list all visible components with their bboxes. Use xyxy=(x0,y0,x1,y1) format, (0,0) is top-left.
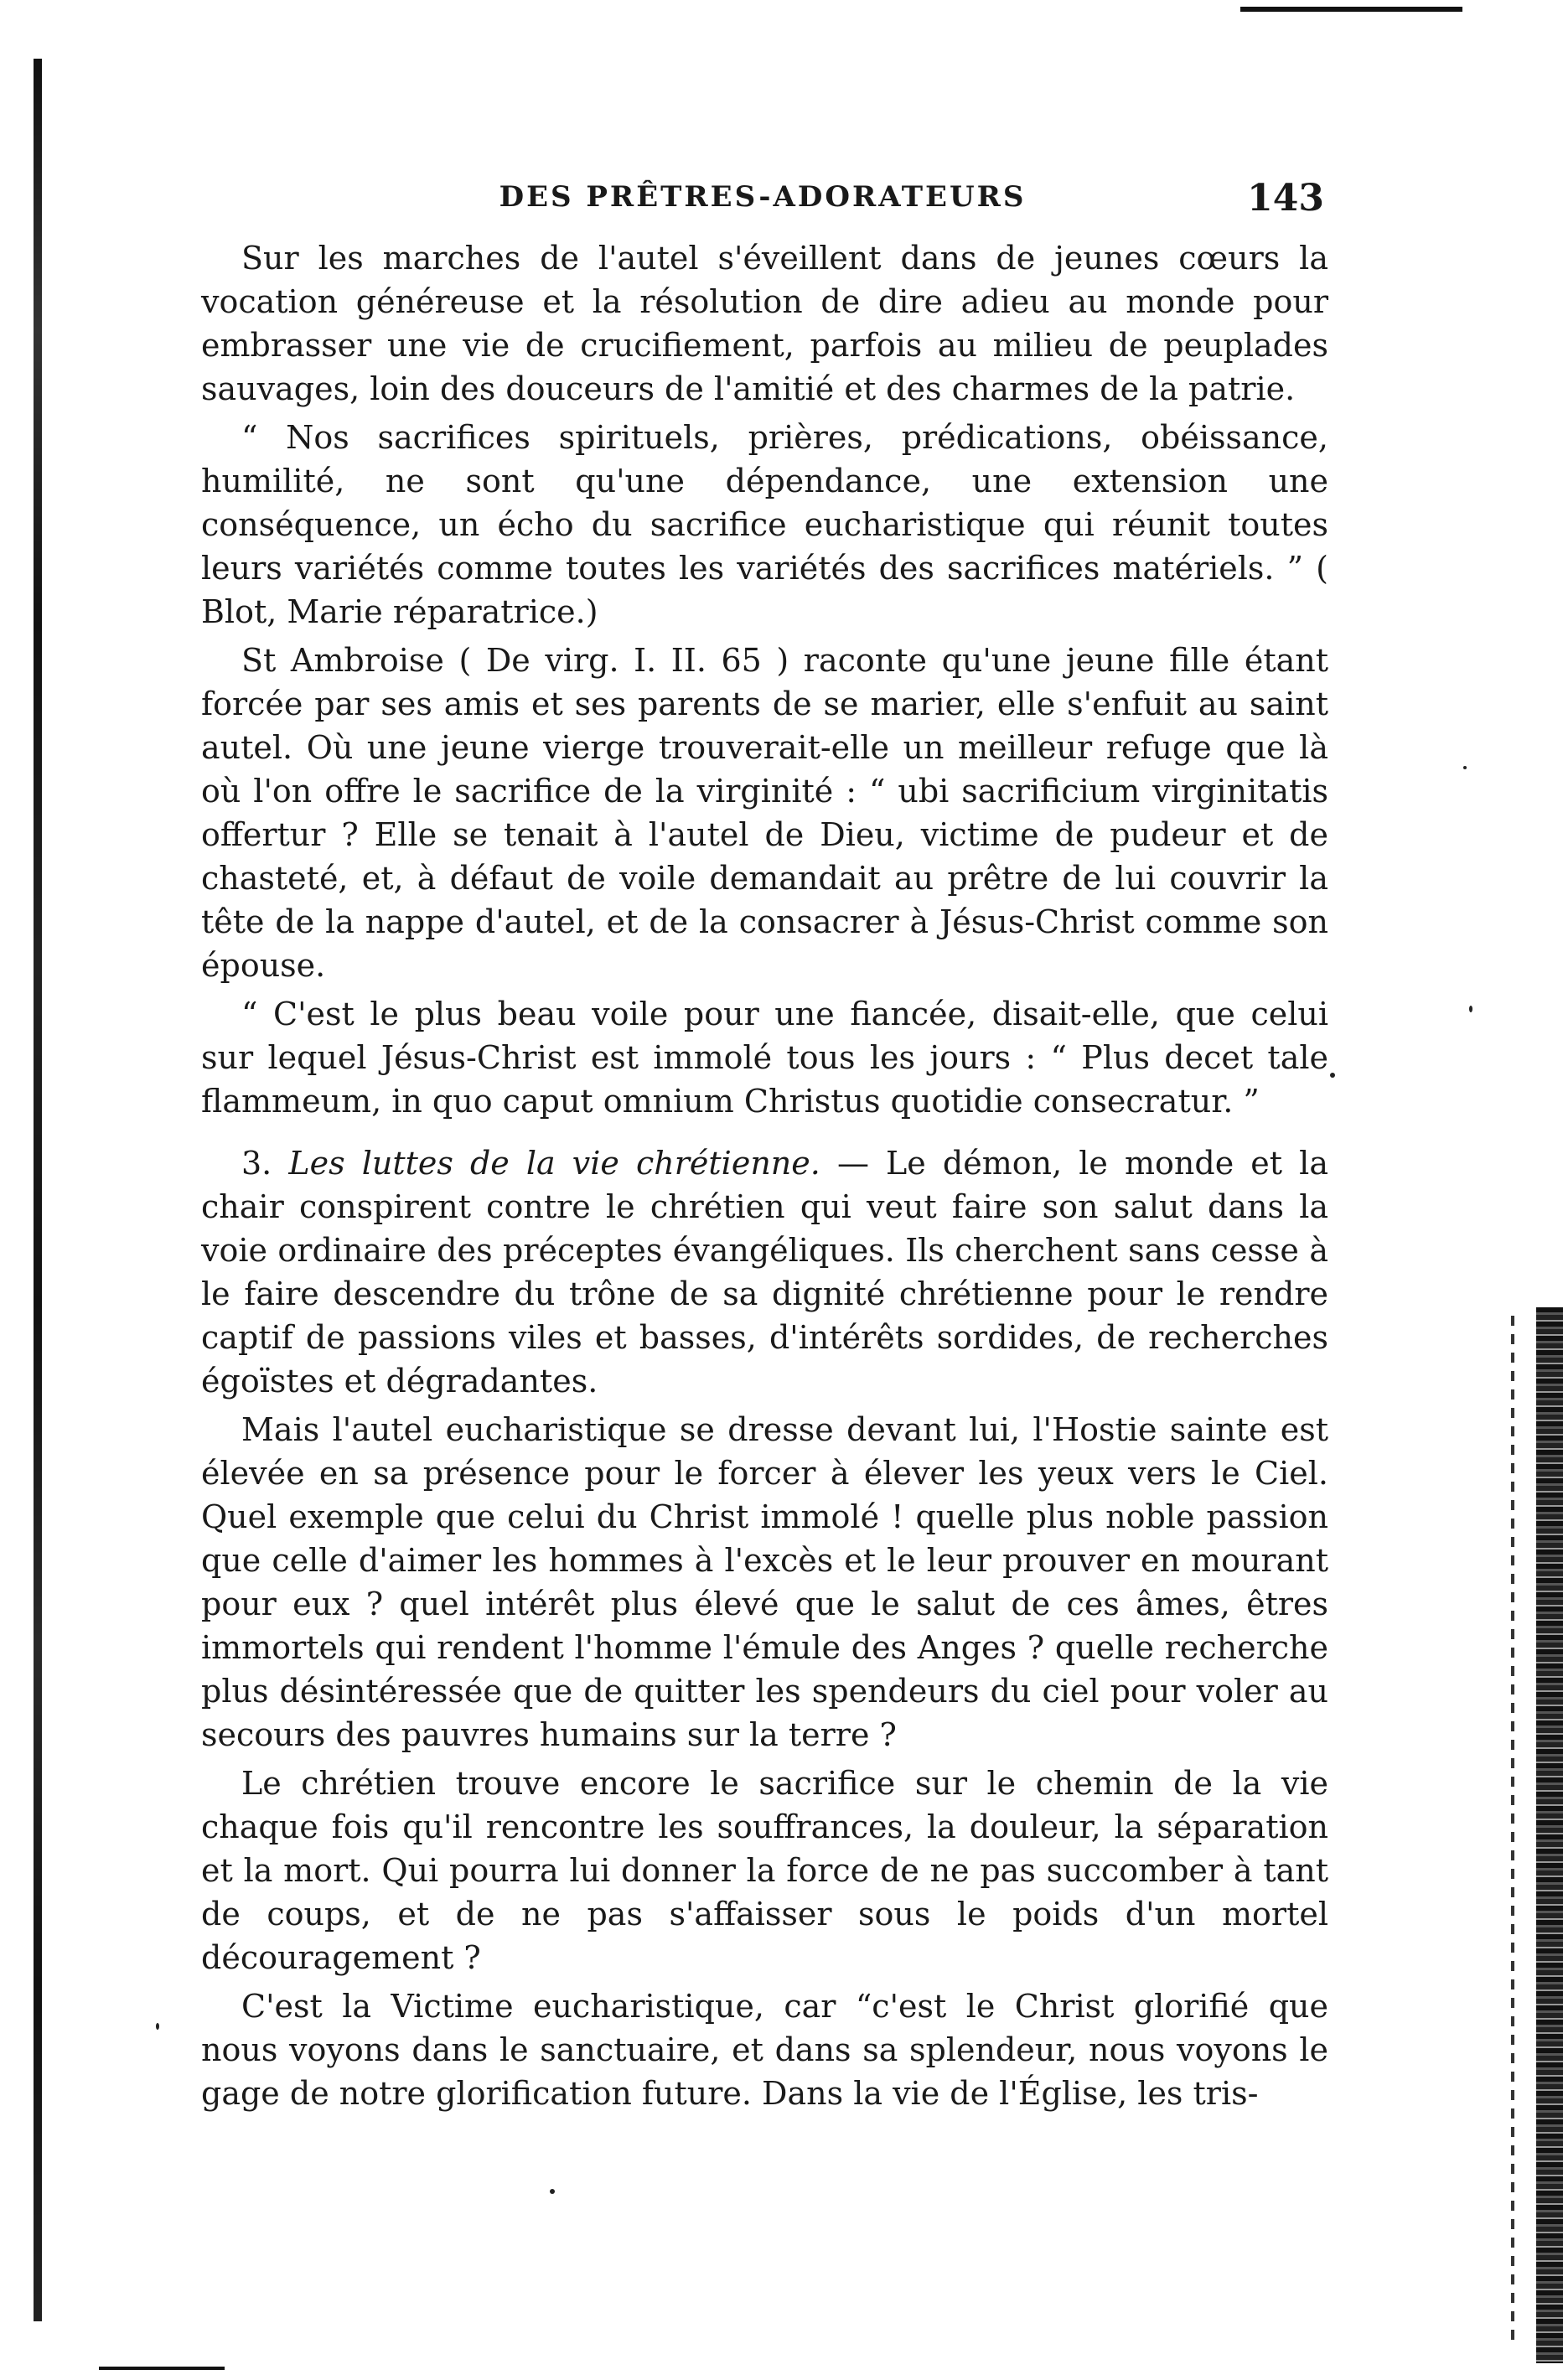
paragraph: St Ambroise ( De virg. I. II. 65 ) raconte qu'une jeune fille étant forcée par ses amis et ses parents de se marier, elle s'enfuit au saint autel. Où une jeune vierge trouverait-elle un meilleur refuge que là où l'on offre le sacrifice de la virginité : “ ubi sacrificium virginitatis offertur ? Elle se tenait à l'autel de Dieu, victime de pudeur et de chasteté, et, à défaut de voile demandait au prêtre de lui couvrir la tête de la nappe d'autel, et de la consacrer à Jésus-Christ comme son épouse. xyxy=(201,642,1328,984)
section-title: Les luttes de la vie chrétienne. xyxy=(288,1145,820,1182)
paragraph: Le chrétien trouve encore le sacrifice sur le chemin de la vie chaque fois qu'il rencontre les souffrances, la douleur, la séparation et la mort. Qui pourra lui donner la force de ne pas succomber à tant de coups, et de ne pas s'affaisser sous le poids d'un mortel découragement ? xyxy=(201,1765,1328,1976)
paragraph: “ C'est le plus beau voile pour une fiancée, disait-elle, que celui sur lequel Jésus-Christ est immolé tous les jours : “ Plus decet tale flammeum, in quo caput omnium Christus quotidie consecratur. ” xyxy=(201,996,1328,1120)
scan-artifact-dot xyxy=(1330,1073,1335,1078)
paragraph: “ Nos sacrifices spirituels, prières, prédications, obéissance, humilité, ne sont qu'une dépendance, une extension une conséquence, un écho du sacrifice eucharistique qui réunit toutes leurs variétés comme toutes les variétés des sacrifices matériels. ” ( Blot, Marie réparatrice.) xyxy=(201,419,1328,630)
paragraph: C'est la Victime eucharistique, car “c'est le Christ glorifié que nous voyons dans le sanctuaire, et dans sa splendeur, nous voyons le gage de notre glorification future. Dans la vie de l'Église, les tris- xyxy=(201,1988,1328,2112)
scan-artifact-dot xyxy=(156,2023,159,2030)
scan-artifact-dot xyxy=(1463,766,1467,769)
scan-artifact-top-rule xyxy=(1240,7,1462,12)
scan-artifact-right-edge xyxy=(1536,1307,1563,2363)
section-number: 3. xyxy=(241,1145,272,1182)
running-head: DES PRÊTRES-ADORATEURS xyxy=(499,180,1027,214)
paragraph: Sur les marches de l'autel s'éveillent dans de jeunes cœurs la vocation généreuse et la résolution de dire adieu au monde pour embrasser une vie de crucifiement, parfois au milieu de peuplades sauvages, loin des douceurs de l'amitié et des charmes de la patrie. xyxy=(201,240,1328,407)
scan-artifact-left-edge xyxy=(34,59,42,2321)
body-text xyxy=(201,236,1328,2120)
page-number: 143 xyxy=(1247,177,1324,220)
section-text: — Le démon, le monde et la chair conspirent contre le chrétien qui veut faire son salut dans la voie ordinaire des préceptes évangéliques. Ils cherchent sans cesse à le faire descendre du trône de sa dignité chrétienne pour le rendre captif de passions viles et basses, d'intérêts sordides, de recherches égoïstes et dégradantes. xyxy=(201,1145,1328,1400)
scan-artifact-bottom-rule xyxy=(99,2367,225,2370)
paragraph: Mais l'autel eucharistique se dresse devant lui, l'Hostie sainte est élevée en sa présence pour le forcer à élever les yeux vers le Ciel. Quel exemple que celui du Christ immolé ! quelle plus noble passion que celle d'aimer les hommes à l'excès et le leur prouver en mourant pour eux ? quel intérêt plus élevé que le salut de ces âmes, êtres immortels qui rendent l'homme l'émule des Anges ? quelle recherche plus désintéressée que de quitter les spendeurs du ciel pour voler au secours des pauvres humains sur la terre ? xyxy=(201,1411,1328,1753)
scan-artifact-dot xyxy=(1469,1006,1472,1012)
page-header xyxy=(201,177,1324,230)
scan-artifact-right-edge-thin xyxy=(1511,1316,1514,2346)
scan-artifact-dot xyxy=(550,2189,555,2194)
section-paragraph xyxy=(201,1141,1328,1403)
